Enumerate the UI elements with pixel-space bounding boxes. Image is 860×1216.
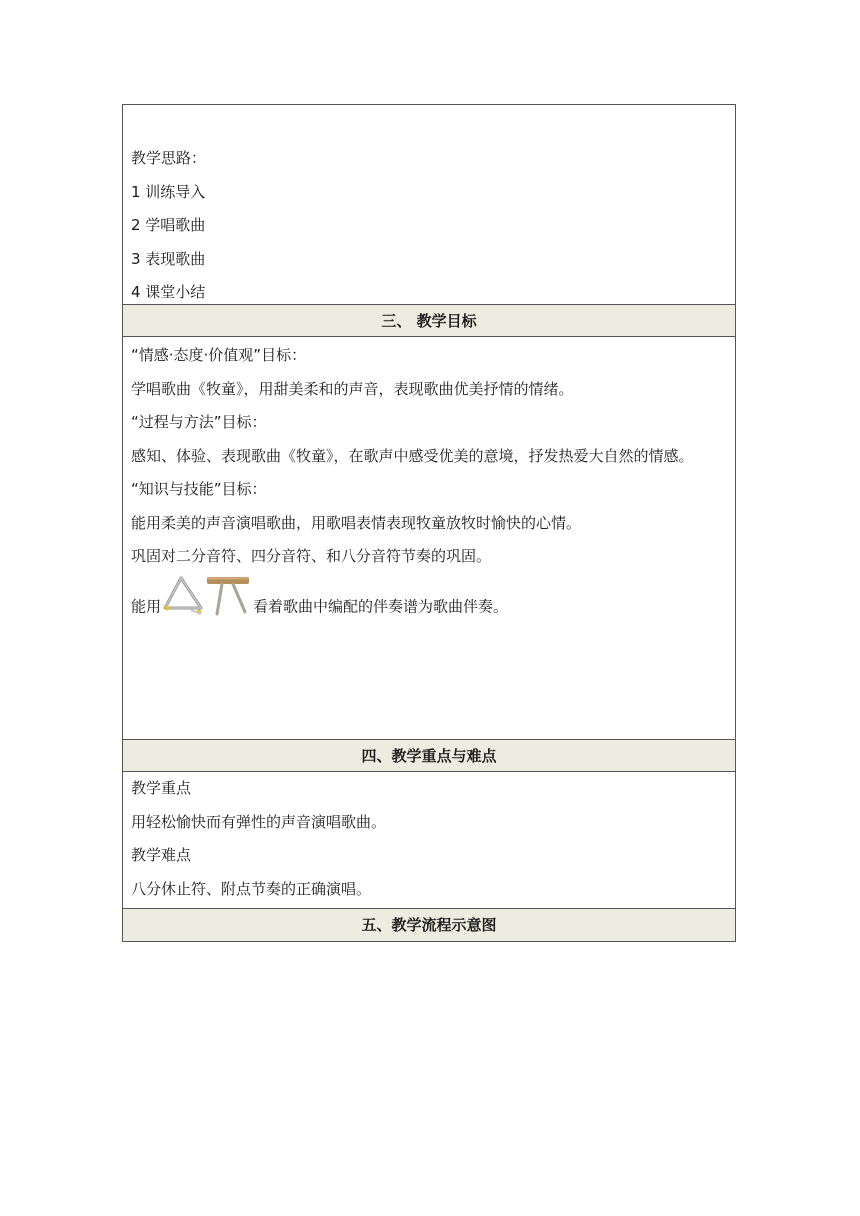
section-header-flowchart: 五、教学流程示意图 bbox=[123, 909, 735, 941]
objective-line: “知识与技能”目标： bbox=[131, 480, 267, 498]
approach-item: 1 训练导入 bbox=[131, 182, 206, 201]
section-header-key-points: 四、教学重点与难点 bbox=[123, 740, 735, 772]
objective-line: 学唱歌曲《牧童》，用甜美柔和的声音，表现歌曲优美抒情的情绪。 bbox=[131, 379, 574, 398]
approach-item: 2 学唱歌曲 bbox=[131, 216, 206, 234]
objective-line-instruments bbox=[131, 574, 727, 628]
approach-item: 3 表现歌曲 bbox=[131, 249, 206, 268]
key-point-line: 教学重点 bbox=[131, 779, 192, 797]
key-point-line: 八分休止符、附点节奏的正确演唱。 bbox=[131, 879, 372, 898]
approach-title: 教学思路： bbox=[131, 149, 207, 167]
objectives-cell bbox=[123, 337, 735, 740]
key-points-cell bbox=[123, 772, 735, 909]
objective-line: 感知、体验、表现歌曲《牧童》，在歌声中感受优美的意境，抒发热爱大自然的情感。 bbox=[131, 446, 694, 465]
key-point-line: 用轻松愉快而有弹性的声音演唱歌曲。 bbox=[131, 812, 387, 831]
approach-item: 4 课堂小结 bbox=[131, 283, 206, 301]
key-point-line: 教学难点 bbox=[131, 846, 192, 864]
triangle-instrument-icon bbox=[161, 574, 205, 640]
objective-line: “情感·态度·价值观”目标： bbox=[131, 346, 307, 364]
objective-line: 巩固对二分音符、四分音符、和八分音符节奏的巩固。 bbox=[131, 547, 492, 565]
approach-cell bbox=[123, 105, 735, 305]
lesson-plan-table bbox=[122, 104, 736, 942]
objective-suffix: 看着歌曲中编配的伴奏谱为歌曲伴奏。 bbox=[253, 597, 509, 615]
objective-prefix: 能用 bbox=[131, 597, 162, 615]
objective-line: “过程与方法”目标： bbox=[131, 413, 267, 431]
objective-line: 能用柔美的声音演唱歌曲，用歌唱表情表现牧童放牧时愉快的心情。 bbox=[131, 513, 582, 532]
wooden-clapper-icon bbox=[205, 574, 253, 640]
section-header-objectives: 三、 教学目标 bbox=[123, 305, 735, 337]
